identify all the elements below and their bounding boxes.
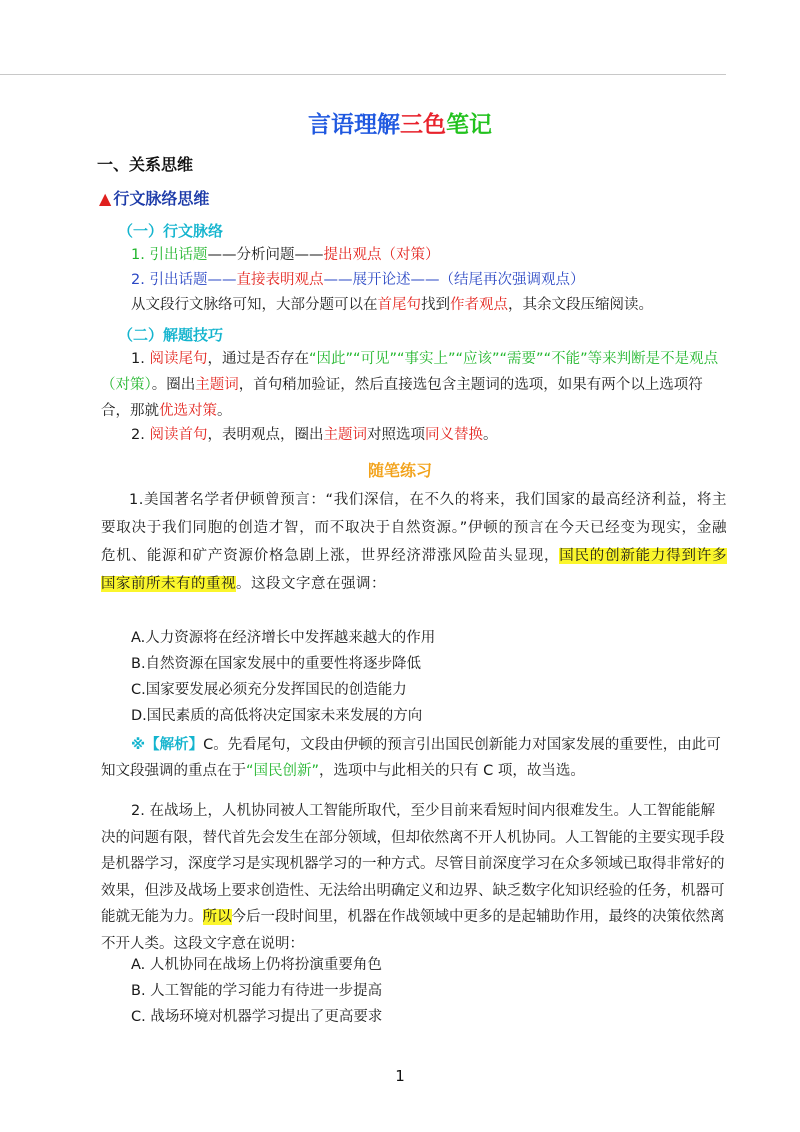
q1-text-a: 1.美国著名学者伊顿曾预言：“我们深信，在不久的将来，我们国家的最高经济利益，将主要取决于我们同胞的创造才智，而不取决于自然资源。”伊顿的预言在今天已经变为现实，金融危机、能源和矿产资源价格急剧上涨，世界经济滞涨风险苗头显现， [101, 492, 727, 564]
tips-paragraph-2 [131, 423, 497, 448]
structure-line-3-c: 找到 [421, 297, 450, 313]
analysis-c: ，选项中与此相关的只有 C 项，故当选。 [319, 763, 585, 779]
q2-option-b: B. 人工智能的学习能力有待进一步提高 [131, 983, 383, 999]
structure-line-3-e: ，其余文段压缩阅读。 [508, 297, 653, 313]
analysis-b: “国民创新” [246, 763, 320, 779]
q1-option-d: D.国民素质的高低将决定国家未来发展的方向 [131, 708, 423, 724]
tips-p1-g: ，首句稍加验证，然后直接选包含主题词的选项，如果有两个以上选项符合，那就 [101, 377, 703, 419]
q2-highlight: 所以 [202, 909, 232, 925]
structure-line-2 [131, 268, 584, 293]
tips-heading: （二）解题技巧 [118, 326, 224, 344]
structure-line-1 [131, 243, 439, 268]
tips-p2-a: 2. [131, 427, 150, 443]
tips-p1-d: “因此”“可见”“事实上”“应该”“需要”“不能”等来判断是不是观点（对策） [101, 351, 719, 393]
structure-line-1-b: ——分析问题—— [207, 247, 324, 263]
tips-p1-h: 优选对策 [159, 403, 217, 419]
q2-option-c: C. 战场环境对机器学习提出了更高要求 [131, 1009, 383, 1025]
q1-analysis [101, 732, 727, 784]
page-title [0, 106, 800, 139]
q1-option-c: C.国家要发展必须充分发挥国民的创造能力 [131, 682, 407, 698]
tips-p1-a: 1. [131, 351, 150, 367]
tips-p2-d: 主题词 [323, 427, 367, 443]
q2-option-a: A. 人机协同在战场上仍将扮演重要角色 [131, 957, 382, 973]
question-2-text [101, 798, 727, 957]
structure-line-1-a: 1. 引出话题 [131, 247, 208, 263]
structure-line-2-d: 展开论述——（结尾再次强调观点） [352, 272, 585, 288]
tips-p1-e: 。圈出 [151, 377, 196, 393]
tips-p2-e: 对照选项 [366, 427, 425, 443]
analysis-label: ※【解析】 [131, 737, 204, 753]
structure-line-2-b: 直接表明观点 [236, 272, 324, 288]
structure-heading: （一）行文脉络 [118, 222, 224, 240]
top-divider [0, 74, 726, 75]
tips-p1-i: 。 [217, 403, 232, 419]
q2-text-b: 今后一段时间里，机器在作战领域中更多的是起辅助作用，最终的决策依然离不开人类。这段文字意在说明： [101, 909, 725, 952]
q1-text-b: 。这段文字意在强调： [236, 576, 386, 592]
structure-line-3 [131, 293, 653, 318]
tips-paragraph-1 [101, 346, 727, 424]
tips-p2-b: 阅读首句 [149, 427, 208, 443]
structure-line-3-d: 作者观点 [450, 297, 508, 313]
section-heading: 一、关系思维 [97, 155, 194, 174]
tips-p2-c: ，表明观点，圈出 [207, 427, 324, 443]
structure-line-2-c: —— [323, 272, 353, 288]
tips-p1-b: 阅读尾句 [149, 351, 208, 367]
tips-p2-f: 同义替换 [424, 427, 483, 443]
title-part-1: 言语理解 [308, 112, 400, 138]
title-part-2: 三色 [400, 112, 446, 138]
tips-p1-c: ，通过是否存在 [207, 351, 309, 367]
question-1-text [101, 486, 727, 598]
structure-line-3-a: 从文段行文脉络可知，大部分题可以在 [131, 297, 378, 313]
title-part-3: 笔记 [446, 112, 492, 138]
tips-p1-f: 主题词 [195, 377, 239, 393]
q1-option-a: A.人力资源将在经济增长中发挥越来越大的作用 [131, 630, 436, 646]
q1-option-b: B.自然资源在国家发展中的重要性将逐步降低 [131, 656, 422, 672]
tips-p2-g: 。 [482, 427, 498, 443]
page-number: 1 [395, 1067, 405, 1085]
q1-highlight: 国民的创新能力得到许多国家前所未有的重视 [101, 548, 727, 592]
structure-line-1-c: 提出观点（对策） [323, 247, 440, 263]
structure-line-2-a: 2. 引出话题—— [131, 272, 237, 288]
subsection-heading-text: 行文脉络思维 [113, 189, 210, 208]
q2-text-a: 2. 在战场上，人机协同被人工智能所取代，至少目前来看短时间内很难发生。人工智能能解决的问题有限，替代首先会发生在部分领域，但却依然离不开人机协同。人工智能的主要实现手段是机器学习，深度学习是实现机器学习的一种方式。尽管目前深度学习在众多领域已取得非常好的效果，但涉及战场上要求创造性、无法给出明确定义和边界、缺乏数字化知识经验的任务，机器可能就无能为力。 [101, 803, 725, 925]
practice-heading: 随笔练习 [367, 461, 432, 480]
analysis-a: C。先看尾句，文段由伊顿的预言引出国民创新能力对国家发展的重要性，由此可知文段强调的重点在于 [101, 737, 721, 779]
structure-line-3-b: 首尾句 [377, 297, 421, 313]
subsection-heading [99, 186, 209, 209]
triangle-icon: ▲ [99, 189, 112, 208]
